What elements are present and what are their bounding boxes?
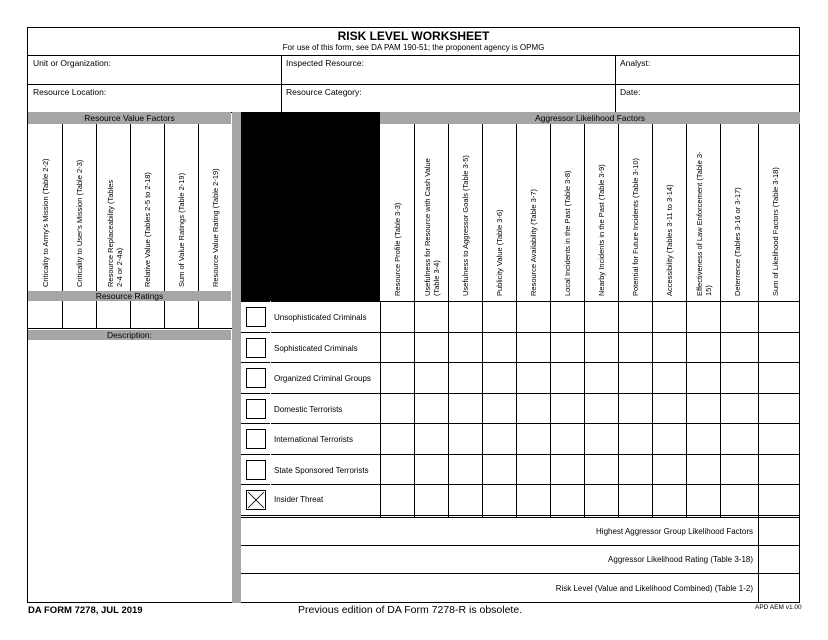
column-separator — [232, 112, 241, 603]
edition-note: Previous edition of DA Form 7278-R is obsolete. — [298, 604, 523, 616]
likelihood-col-10: Deterrence (Tables 3-16 or 3-17) — [733, 187, 742, 296]
rating-cell-3[interactable] — [130, 301, 164, 328]
likelihood-cell[interactable] — [414, 484, 448, 515]
summary-label-1: Aggressor Likelihood Rating (Table 3-18) — [608, 555, 753, 564]
likelihood-cell[interactable] — [758, 332, 800, 363]
analyst-field[interactable]: Analyst: — [620, 58, 651, 68]
rating-cell-1[interactable] — [62, 301, 96, 328]
likelihood-cell[interactable] — [448, 332, 482, 363]
likelihood-cell[interactable] — [448, 423, 482, 454]
likelihood-cell[interactable] — [652, 484, 686, 515]
aggressor-checkbox-0[interactable] — [246, 307, 266, 327]
likelihood-cell[interactable] — [618, 454, 652, 485]
form-title: RISK LEVEL WORKSHEET — [337, 29, 490, 43]
likelihood-cell[interactable] — [720, 362, 758, 393]
likelihood-cell[interactable] — [448, 301, 482, 332]
aggressor-label-5: State Sponsored Terrorists — [274, 465, 369, 475]
likelihood-cell[interactable] — [380, 423, 414, 454]
likelihood-cell[interactable] — [516, 332, 550, 363]
likelihood-cell[interactable] — [618, 484, 652, 515]
aggressor-label-6: Insider Threat — [274, 495, 324, 504]
rating-cell-0[interactable] — [28, 301, 62, 328]
likelihood-cell[interactable] — [686, 423, 720, 454]
likelihood-col-3: Publicity Value (Table 3-6) — [495, 209, 504, 296]
worksheet-form — [27, 27, 800, 603]
description-header: Description: — [28, 330, 231, 340]
likelihood-cell[interactable] — [584, 332, 618, 363]
likelihood-cell[interactable] — [686, 332, 720, 363]
likelihood-col-11: Sum of Likelihood Factors (Table 3-18) — [771, 167, 780, 296]
likelihood-cell[interactable] — [618, 301, 652, 332]
aggressor-label-1: Sophisticated Criminals — [274, 343, 358, 353]
aggressor-label-4: International Terrorists — [274, 435, 353, 444]
likelihood-col-9: Effectiveness of Law Enforcement (Table 3-15) — [695, 151, 713, 296]
likelihood-cell[interactable] — [686, 454, 720, 485]
black-header-block — [241, 112, 380, 301]
likelihood-cell[interactable] — [720, 484, 758, 515]
likelihood-col-5: Local Incidents in the Past (Table 3-8) — [563, 170, 572, 296]
value-col-2: Resource Replaceability (Tables 2-4 or 2-4a) — [106, 179, 124, 287]
likelihood-col-4: Resource Availability (Table 3-7) — [529, 189, 538, 296]
rating-cell-2[interactable] — [96, 301, 130, 328]
likelihood-cell[interactable] — [380, 332, 414, 363]
likelihood-cell[interactable] — [584, 484, 618, 515]
likelihood-cell[interactable] — [758, 484, 800, 515]
likelihood-cell[interactable] — [550, 454, 584, 485]
rating-cell-5[interactable] — [198, 301, 232, 328]
likelihood-col-6: Nearby Incidents in the Past (Table 3-9) — [597, 164, 606, 296]
summary-cell-0[interactable] — [759, 517, 800, 545]
likelihood-cell[interactable] — [380, 393, 414, 424]
likelihood-col-0: Resource Profile (Table 3-3) — [393, 202, 402, 296]
aggressor-label-2: Organized Criminal Groups — [274, 374, 371, 383]
likelihood-cell[interactable] — [584, 393, 618, 424]
likelihood-col-1: Usefulness for Resource with Cash Value (Table 3-4) — [423, 158, 441, 296]
likelihood-cell[interactable] — [448, 393, 482, 424]
likelihood-cell[interactable] — [482, 301, 516, 332]
aggressor-checkbox-4[interactable] — [246, 429, 266, 449]
likelihood-cell[interactable] — [584, 454, 618, 485]
likelihood-cell[interactable] — [758, 301, 800, 332]
likelihood-cell[interactable] — [550, 393, 584, 424]
likelihood-cell[interactable] — [380, 362, 414, 393]
likelihood-cell[interactable] — [652, 301, 686, 332]
likelihood-cell[interactable] — [516, 393, 550, 424]
likelihood-cell[interactable] — [618, 393, 652, 424]
form-subtitle: For use of this form, see DA PAM 190-51; the proponent agency is OPMG — [282, 43, 545, 52]
likelihood-cell[interactable] — [414, 423, 448, 454]
likelihood-cell[interactable] — [618, 362, 652, 393]
likelihood-cell[interactable] — [652, 393, 686, 424]
likelihood-cell[interactable] — [482, 332, 516, 363]
x-mark-icon — [247, 491, 265, 509]
likelihood-cell[interactable] — [482, 484, 516, 515]
likelihood-cell[interactable] — [758, 423, 800, 454]
likelihood-cell[interactable] — [720, 332, 758, 363]
aggressor-label-0: Unsophisticated Criminals — [274, 313, 367, 322]
likelihood-cell[interactable] — [482, 454, 516, 485]
likelihood-cell[interactable] — [516, 423, 550, 454]
likelihood-cell[interactable] — [516, 484, 550, 515]
likelihood-cell[interactable] — [550, 362, 584, 393]
likelihood-cell[interactable] — [414, 393, 448, 424]
likelihood-cell[interactable] — [758, 454, 800, 485]
summary-label-2: Risk Level (Value and Likelihood Combined) (Table 1-2) — [555, 584, 753, 593]
aggressor-label-3: Domestic Terrorists — [274, 404, 343, 414]
likelihood-cell[interactable] — [720, 393, 758, 424]
aggressor-likelihood-header: Aggressor Likelihood Factors — [380, 112, 800, 124]
likelihood-cell[interactable] — [380, 301, 414, 332]
value-col-1: Criticality to User's Mission (Table 2-3) — [75, 159, 84, 287]
description-field[interactable] — [28, 340, 232, 603]
likelihood-cell[interactable] — [414, 362, 448, 393]
value-col-4: Sum of Value Ratings (Table 2-19) — [177, 172, 186, 287]
likelihood-cell[interactable] — [584, 301, 618, 332]
likelihood-cell[interactable] — [414, 454, 448, 485]
likelihood-col-2: Usefulness to Aggressor Goals (Table 3-5) — [461, 155, 470, 296]
resource-category-field[interactable]: Resource Category: — [286, 87, 362, 97]
likelihood-cell[interactable] — [584, 423, 618, 454]
aggressor-checkbox-6[interactable] — [246, 490, 266, 510]
likelihood-cell[interactable] — [550, 423, 584, 454]
aggressor-checkbox-3[interactable] — [246, 399, 266, 419]
likelihood-cell[interactable] — [652, 362, 686, 393]
likelihood-cell[interactable] — [584, 362, 618, 393]
likelihood-cell[interactable] — [686, 362, 720, 393]
likelihood-cell[interactable] — [686, 484, 720, 515]
likelihood-cell[interactable] — [380, 454, 414, 485]
likelihood-cell[interactable] — [448, 362, 482, 393]
likelihood-cell[interactable] — [652, 423, 686, 454]
likelihood-cell[interactable] — [652, 454, 686, 485]
form-id: DA FORM 7278, JUL 2019 — [28, 605, 143, 616]
value-col-5: Resource Value Rating (Table 2-19) — [211, 168, 220, 287]
likelihood-cell[interactable] — [516, 301, 550, 332]
likelihood-cell[interactable] — [652, 332, 686, 363]
date-field[interactable]: Date: — [620, 87, 641, 97]
likelihood-cell[interactable] — [550, 332, 584, 363]
likelihood-cell[interactable] — [414, 301, 448, 332]
version-label: APD AEM v1.00 — [755, 604, 802, 611]
rating-cell-4[interactable] — [164, 301, 198, 328]
likelihood-cell[interactable] — [414, 332, 448, 363]
likelihood-col-8: Accessibility (Tables 3-11 to 3-14) — [665, 184, 674, 296]
resource-location-field[interactable]: Resource Location: — [33, 87, 107, 97]
aggressor-checkbox-5[interactable] — [246, 460, 266, 480]
likelihood-cell[interactable] — [516, 362, 550, 393]
resource-ratings-header: Resource Ratings — [28, 291, 231, 301]
likelihood-cell[interactable] — [482, 423, 516, 454]
likelihood-cell[interactable] — [720, 301, 758, 332]
likelihood-col-7: Potential for Future Incidents (Table 3-10) — [631, 158, 640, 296]
likelihood-cell[interactable] — [720, 454, 758, 485]
likelihood-cell[interactable] — [686, 393, 720, 424]
likelihood-cell[interactable] — [550, 484, 584, 515]
resource-value-factors-header: Resource Value Factors — [28, 112, 231, 124]
value-col-0: Criticality to Army's Mission (Table 2-2) — [41, 158, 50, 287]
likelihood-cell[interactable] — [380, 484, 414, 515]
likelihood-cell[interactable] — [686, 301, 720, 332]
likelihood-cell[interactable] — [448, 454, 482, 485]
likelihood-cell[interactable] — [448, 484, 482, 515]
aggressor-checkbox-1[interactable] — [246, 338, 266, 358]
aggressor-checkbox-2[interactable] — [246, 368, 266, 388]
likelihood-cell[interactable] — [758, 393, 800, 424]
inspected-resource-field[interactable]: Inspected Resource: — [286, 58, 364, 68]
unit-field[interactable]: Unit or Organization: — [33, 58, 111, 68]
summary-label-0: Highest Aggressor Group Likelihood Factors — [596, 527, 753, 536]
likelihood-cell[interactable] — [758, 362, 800, 393]
likelihood-cell[interactable] — [618, 423, 652, 454]
likelihood-cell[interactable] — [720, 423, 758, 454]
likelihood-cell[interactable] — [618, 332, 652, 363]
likelihood-cell[interactable] — [482, 362, 516, 393]
likelihood-cell[interactable] — [482, 393, 516, 424]
summary-cell-1[interactable] — [759, 545, 800, 573]
likelihood-cell[interactable] — [516, 454, 550, 485]
likelihood-cell[interactable] — [550, 301, 584, 332]
value-col-3: Relative Value (Tables 2-5 to 2-18) — [143, 172, 152, 287]
summary-cell-2[interactable] — [759, 573, 800, 603]
